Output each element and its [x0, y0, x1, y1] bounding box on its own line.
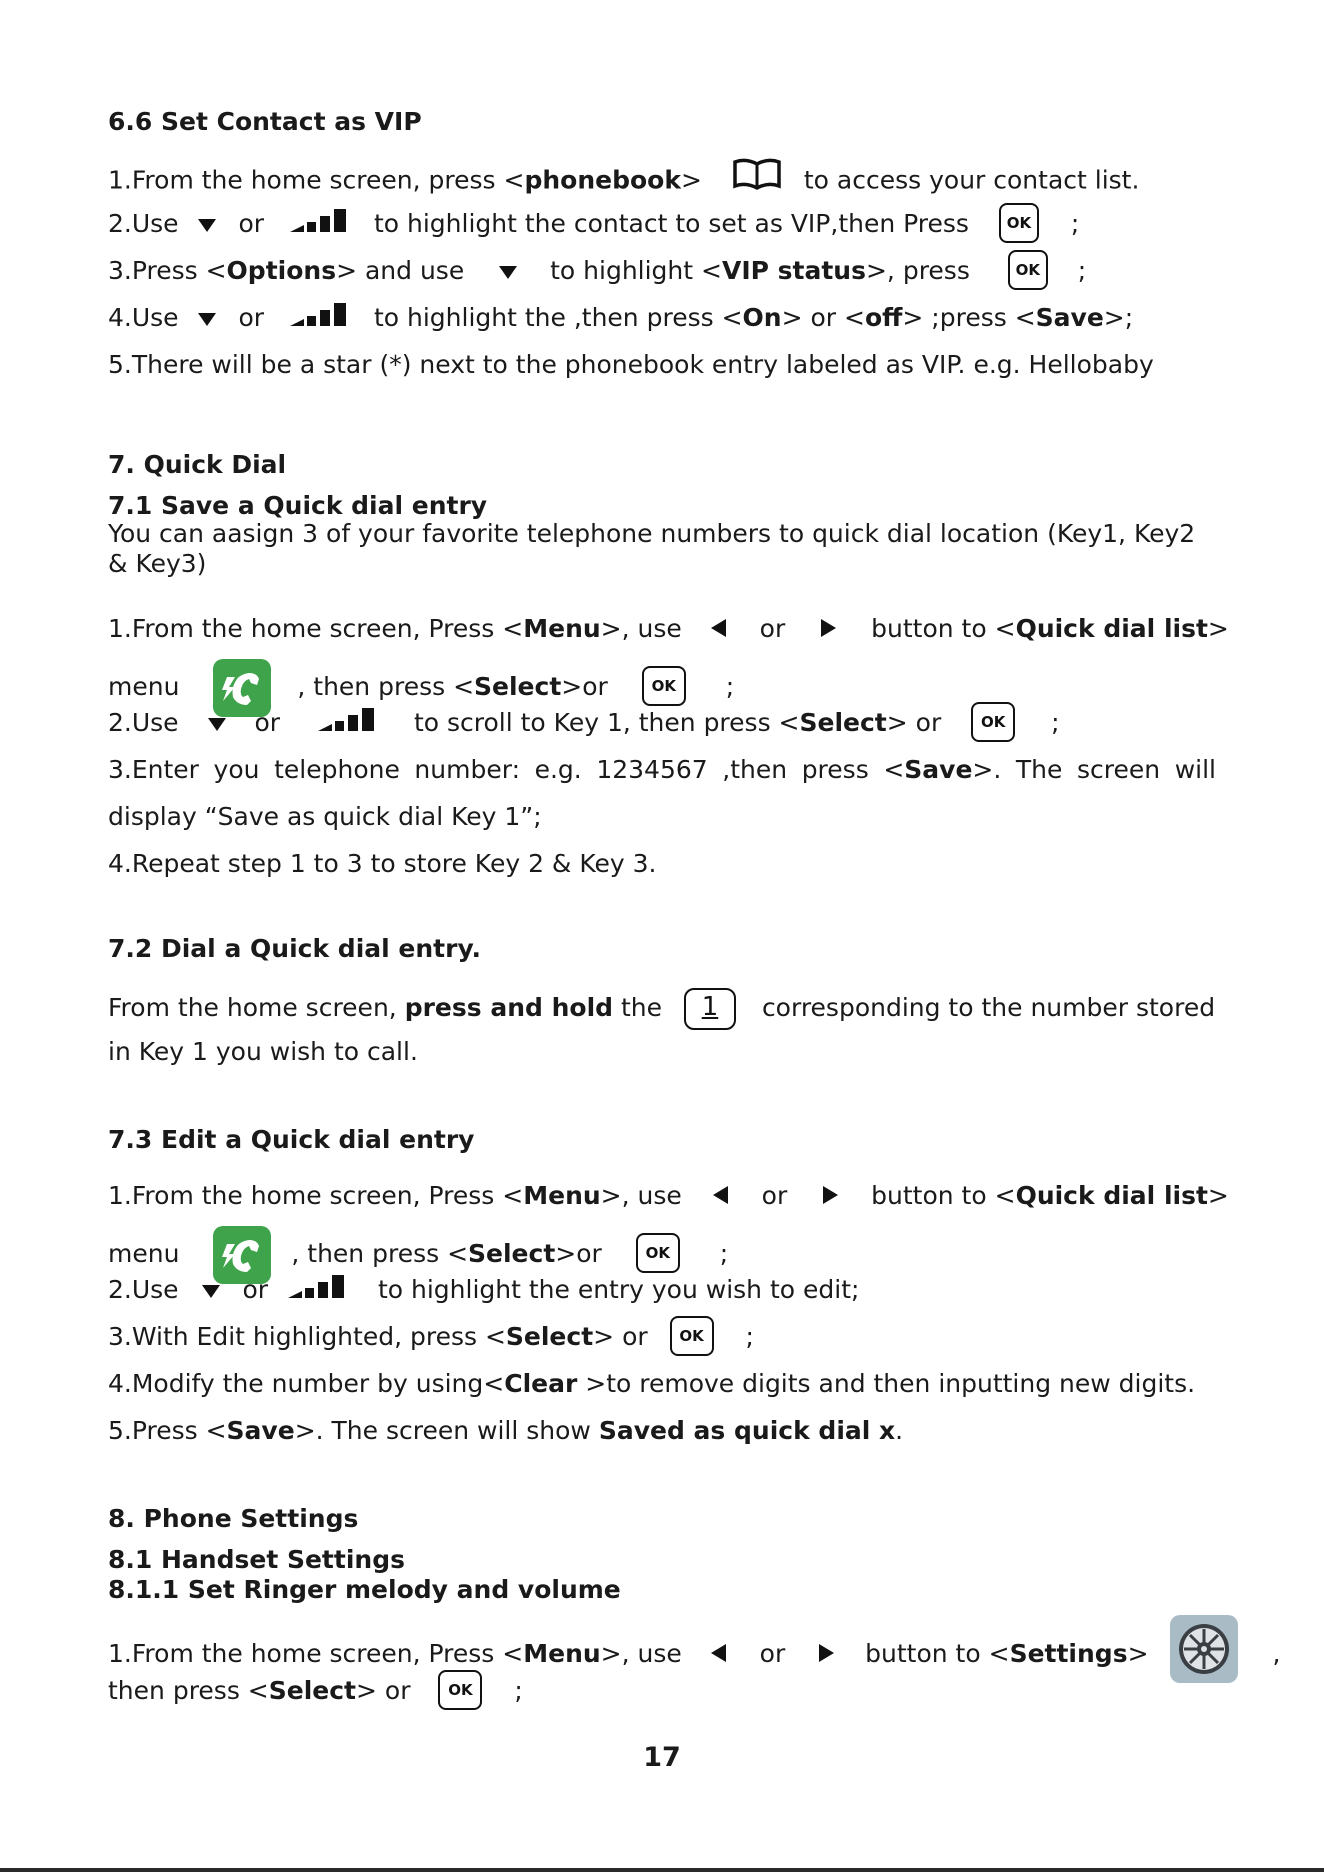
section-8-1-1-title: 8.1.1 Set Ringer melody and volume — [108, 1575, 621, 1604]
menu-label: Menu — [523, 1181, 601, 1210]
select-label: Select — [468, 1239, 556, 1268]
text: 4.Modify the number by using< — [108, 1369, 505, 1398]
text: >, press — [865, 256, 970, 285]
section-7-1-intro: You can aasign 3 of your favorite telephone numbers to quick dial location (Key1, Key2 & Key3) — [108, 519, 1196, 578]
volume-bars-icon — [288, 1274, 346, 1309]
select-label: Select — [505, 1322, 594, 1351]
text: >. The screen will show — [294, 1416, 591, 1445]
ok-key-icon: OK — [971, 702, 1015, 742]
vip-step-3 — [108, 254, 1216, 290]
text: , then press < — [291, 1239, 469, 1268]
ok-key-icon: OK — [1008, 250, 1048, 290]
ok-key-icon: OK — [670, 1316, 714, 1356]
text: 4.Use — [108, 303, 179, 332]
text: to highlight < — [550, 256, 722, 285]
page-bottom-border — [0, 1868, 1324, 1872]
options-label: Options — [226, 256, 337, 285]
text: or — [759, 1639, 786, 1668]
text: 1.From the home screen, Press < — [108, 614, 524, 643]
text: or — [242, 1275, 269, 1304]
text: > or — [593, 1322, 648, 1351]
save-label: Save — [1035, 303, 1104, 332]
text: menu — [108, 672, 180, 701]
section-8-1-title: 8.1 Handset Settings — [108, 1545, 405, 1574]
text: or — [238, 209, 265, 238]
text: or — [238, 303, 265, 332]
menu-label: Menu — [523, 614, 601, 643]
text: then press < — [108, 1676, 269, 1705]
save-step-1 — [108, 612, 1229, 647]
select-label: Select — [474, 672, 562, 701]
text: , then press < — [297, 672, 475, 701]
text: >or — [561, 672, 608, 701]
text: From the home screen, — [108, 993, 397, 1022]
settings-label: Settings — [1009, 1639, 1128, 1668]
volume-bars-icon — [318, 707, 376, 742]
save-step-3-cont: display “Save as quick dial Key 1”; — [108, 802, 542, 831]
off-label: off — [864, 303, 903, 332]
right-triangle-icon — [821, 1180, 839, 1214]
quick-dial-list-label: Quick dial list — [1015, 614, 1208, 643]
text: > — [1207, 614, 1229, 643]
ok-key-icon: OK — [438, 1670, 482, 1710]
down-triangle-icon — [207, 707, 227, 741]
text: >, use — [600, 1181, 682, 1210]
text: ; — [1051, 708, 1060, 737]
text: ; — [1077, 256, 1087, 285]
save-step-2 — [108, 706, 1216, 742]
edit-step-1 — [108, 1179, 1229, 1214]
text: >, use — [600, 1639, 682, 1668]
clear-label: Clear — [504, 1369, 578, 1398]
save-step-4: 4.Repeat step 1 to 3 to store Key 2 & Key 3. — [108, 849, 657, 878]
text: ; — [719, 1239, 729, 1268]
section-7-3-title: 7.3 Edit a Quick dial entry — [108, 1125, 475, 1154]
text: 1.From the home screen, press < — [108, 165, 525, 195]
text: ; — [514, 1676, 523, 1705]
left-triangle-icon — [710, 1638, 728, 1672]
ok-key-icon: OK — [636, 1233, 680, 1273]
text: 3.Enter you telephone number: e.g. 1234567 ,then press < — [108, 755, 905, 784]
on-label: On — [742, 303, 782, 332]
section-8-title: 8. Phone Settings — [108, 1504, 359, 1533]
edit-step-2 — [108, 1273, 1216, 1309]
down-triangle-icon — [197, 208, 217, 242]
select-label: Select — [268, 1676, 357, 1705]
phonebook-label: phonebook — [524, 165, 681, 195]
settings-gear-icon — [1170, 1615, 1238, 1683]
left-triangle-icon — [710, 613, 728, 647]
dial-line-1 — [108, 988, 1216, 1030]
save-label: Save — [904, 755, 973, 784]
select-label: Select — [799, 708, 887, 737]
text: to highlight the entry you wish to edit; — [377, 1275, 860, 1304]
text: 2.Use — [108, 209, 179, 238]
vip-step-5: 5.There will be a star (*) next to the phonebook entry labeled as VIP. e.g. Hellobaby — [108, 350, 1154, 379]
text: ; — [1070, 209, 1080, 238]
saved-as-quick-dial-label: Saved as quick dial x — [598, 1416, 896, 1445]
text: >; — [1103, 303, 1134, 332]
text: 1.From the home screen, Press < — [108, 1639, 524, 1668]
edit-step-3 — [108, 1320, 1216, 1356]
text: > — [680, 165, 702, 195]
page-number: 17 — [643, 1742, 681, 1773]
text: to highlight the ,then press < — [373, 303, 743, 332]
down-triangle-icon — [498, 255, 518, 289]
text: > — [1127, 1639, 1149, 1668]
text: > or — [886, 708, 942, 737]
text: the — [621, 993, 663, 1022]
section-7-1-title: 7.1 Save a Quick dial entry — [108, 491, 488, 520]
text: > or — [356, 1676, 411, 1705]
ok-key-icon: OK — [642, 666, 686, 706]
left-triangle-icon — [712, 1180, 730, 1214]
text: ; — [725, 672, 735, 701]
dial-line-2: in Key 1 you wish to call. — [108, 1037, 418, 1066]
text: or — [254, 708, 281, 737]
menu-label: Menu — [523, 1639, 601, 1668]
text: 3.With Edit highlighted, press < — [108, 1322, 506, 1351]
text: button to < — [871, 1181, 1016, 1210]
text: > — [1207, 1181, 1229, 1210]
text: 1.From the home screen, Press < — [108, 1181, 524, 1210]
key-1-digit: 1 — [701, 992, 719, 1022]
text: corresponding to the number stored — [761, 993, 1216, 1022]
text: button to < — [865, 1639, 1010, 1668]
save-label: Save — [226, 1416, 295, 1445]
text: > and use — [336, 256, 465, 285]
text: menu — [108, 1239, 180, 1268]
text: 3.Press < — [108, 256, 227, 285]
text: to scroll to Key 1, then press < — [413, 708, 800, 737]
text: to highlight the contact to set as VIP,then Press — [373, 209, 969, 238]
text: >. The screen will — [972, 755, 1217, 784]
text: 5.Press < — [108, 1416, 227, 1445]
key-1-icon — [684, 988, 736, 1030]
quick-dial-list-label: Quick dial list — [1015, 1181, 1208, 1210]
text: to access your contact list. — [803, 165, 1140, 195]
text: 2.Use — [108, 1275, 179, 1304]
vip-status-label: VIP status — [721, 256, 866, 285]
save-step-3 — [108, 753, 1216, 787]
press-and-hold-label: press and hold — [404, 993, 614, 1022]
vip-step-1 — [108, 160, 1216, 203]
text: > ;press < — [902, 303, 1036, 332]
section-7-2-title: 7.2 Dial a Quick dial entry. — [108, 934, 481, 963]
text: >, use — [600, 614, 682, 643]
ok-key-icon: OK — [999, 203, 1039, 243]
vip-step-4 — [108, 301, 1216, 337]
right-triangle-icon — [817, 1638, 835, 1672]
right-triangle-icon — [819, 613, 837, 647]
text: > or < — [781, 303, 865, 332]
edit-step-4 — [108, 1367, 1216, 1401]
edit-step-5 — [108, 1414, 1216, 1448]
volume-bars-icon — [290, 208, 348, 243]
settings-step-1-cont — [108, 1674, 1216, 1710]
section-6-6-title: 6.6 Set Contact as VIP — [108, 107, 422, 136]
open-book-icon — [732, 158, 782, 201]
text: >to remove digits and then inputting new digits. — [585, 1369, 1196, 1398]
text: or — [761, 1181, 788, 1210]
volume-bars-icon — [290, 302, 348, 337]
down-triangle-icon — [201, 1274, 221, 1308]
text: or — [759, 614, 786, 643]
text: . — [895, 1416, 904, 1445]
section-7-title: 7. Quick Dial — [108, 450, 287, 479]
text: >or — [555, 1239, 602, 1268]
vip-step-2 — [108, 207, 1216, 243]
text: , — [1272, 1639, 1281, 1668]
text: button to < — [871, 614, 1016, 643]
down-triangle-icon — [197, 302, 217, 336]
text: 2.Use — [108, 708, 179, 737]
text: ; — [745, 1322, 754, 1351]
